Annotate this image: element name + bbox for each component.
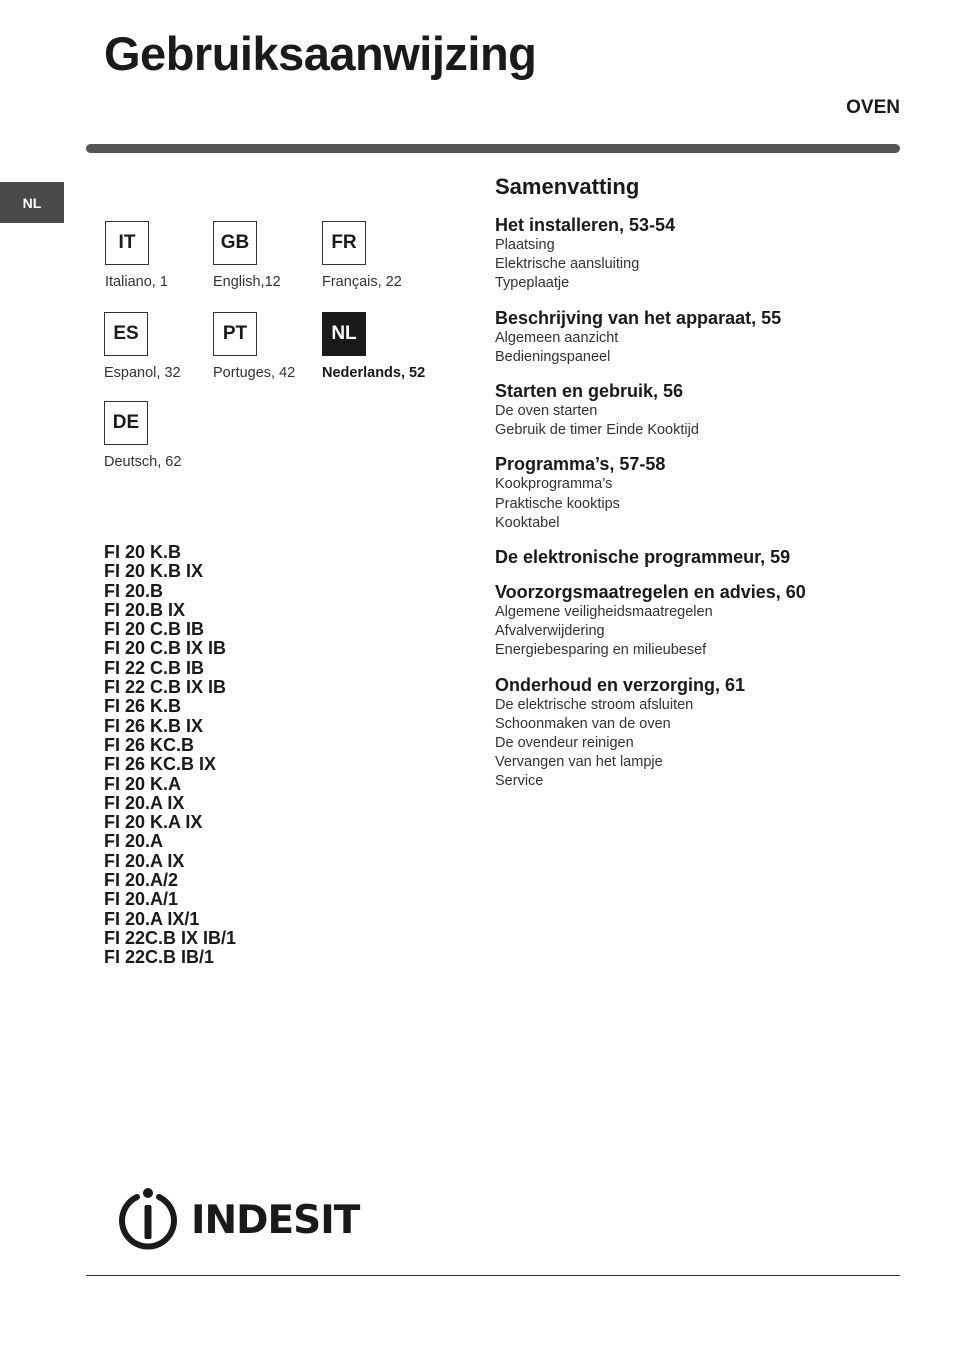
toc-subitem[interactable]: De ovendeur reinigen <box>495 735 634 752</box>
toc-subitem[interactable]: Plaatsing <box>495 237 555 253</box>
model-item: FI 20.A IX <box>104 792 185 813</box>
toc-subitem[interactable]: De oven starten <box>495 403 598 420</box>
language-code-box: PT <box>213 312 257 356</box>
model-item: FI 22C.B IX IB/1 <box>104 927 237 948</box>
toc-subitem[interactable]: Kookprogramma’s <box>495 476 613 493</box>
toc-subitem[interactable]: Elektrische aansluiting <box>495 256 640 273</box>
toc-heading[interactable]: Onderhoud en verzorging, 61 <box>495 674 746 695</box>
table-of-contents <box>495 174 915 805</box>
toc-subitem[interactable]: Praktische kooktips <box>495 495 620 512</box>
model-item: FI 22 C.B IX IB <box>104 677 227 698</box>
language-label: Portuges, 42 <box>213 365 296 381</box>
indesit-logo-mark-icon <box>117 1187 179 1251</box>
toc-section-voorzorg <box>495 581 915 661</box>
bottom-divider <box>86 1275 900 1276</box>
toc-section-installeren <box>495 214 915 294</box>
language-label: Deutsch, 62 <box>104 454 182 470</box>
language-side-tab: NL <box>0 182 64 223</box>
toc-subitem[interactable]: Schoonmaken van de oven <box>495 715 671 732</box>
toc-subitem[interactable]: Vervangen van het lampje <box>495 754 663 771</box>
model-item: FI 20.B IX <box>104 599 186 620</box>
language-item-de[interactable] <box>104 401 181 470</box>
language-item-es[interactable] <box>104 312 181 381</box>
indesit-logo-wordmark: INDESIT <box>191 1197 360 1243</box>
toc-section-starten <box>495 380 915 440</box>
model-item: FI 20 K.A IX <box>104 812 203 833</box>
toc-heading[interactable]: Starten en gebruik, 56 <box>495 381 684 402</box>
toc-heading[interactable]: Het installeren, 53-54 <box>495 215 676 235</box>
toc-subitem[interactable]: Bedieningspaneel <box>495 348 611 365</box>
language-label: Italiano, 1 <box>105 274 168 290</box>
toc-section-programmeur <box>495 546 915 568</box>
language-item-nl[interactable] <box>322 312 425 381</box>
model-item: FI 26 KC.B <box>104 734 195 755</box>
model-item: FI 20.B <box>104 580 164 601</box>
language-code-box-active: NL <box>322 312 366 356</box>
model-item: FI 22C.B IB/1 <box>104 947 215 968</box>
toc-section-programmas <box>495 453 915 533</box>
model-item: FI 20.A <box>104 831 164 852</box>
language-code-box: ES <box>104 312 148 356</box>
toc-subitem[interactable]: Afvalverwijdering <box>495 623 605 640</box>
model-item: FI 26 K.B IX <box>104 715 204 736</box>
toc-subitem[interactable]: De elektrische stroom afsluiten <box>495 696 694 713</box>
model-item: FI 20 K.B <box>104 542 182 562</box>
model-item: FI 20.A/1 <box>104 889 179 910</box>
toc-subitem[interactable]: Gebruik de timer Einde Kooktijd <box>495 422 699 439</box>
language-item-fr[interactable] <box>322 221 402 290</box>
toc-heading[interactable]: Voorzorgsmaatregelen en advies, 60 <box>495 582 806 603</box>
model-item: FI 22 C.B IB <box>104 657 205 678</box>
language-label: Espanol, 32 <box>104 365 181 381</box>
model-item: FI 26 KC.B IX <box>104 754 217 775</box>
top-divider <box>86 144 900 153</box>
product-type: OVEN <box>846 97 900 118</box>
model-item: FI 20 K.A <box>104 773 182 794</box>
toc-section-onderhoud <box>495 674 915 792</box>
toc-subitem[interactable]: Service <box>495 773 544 790</box>
page-title: Gebruiksaanwijzing <box>104 27 537 80</box>
model-item: FI 20 K.B IX <box>104 561 204 582</box>
model-item: FI 20.A/2 <box>104 870 179 891</box>
toc-heading[interactable]: Programma’s, 57-58 <box>495 454 666 475</box>
model-item: FI 20.A IX <box>104 850 185 871</box>
language-label: English,12 <box>213 274 281 290</box>
toc-subitem[interactable]: Typeplaatje <box>495 275 570 292</box>
language-label-active: Nederlands, 52 <box>322 365 426 381</box>
toc-section-beschrijving <box>495 307 915 367</box>
language-item-pt[interactable] <box>213 312 295 381</box>
toc-subitem[interactable]: Kooktabel <box>495 514 560 531</box>
language-code-box: DE <box>104 401 148 445</box>
model-item: FI 20.A IX/1 <box>104 908 200 929</box>
model-item: FI 20 C.B IX IB <box>104 638 227 659</box>
language-code-box: FR <box>322 221 366 265</box>
language-label: Français, 22 <box>322 274 402 290</box>
toc-subitem[interactable]: Algemene veiligheidsmaatregelen <box>495 604 713 621</box>
toc-title: Samenvatting <box>495 174 640 199</box>
language-item-it[interactable] <box>105 221 168 290</box>
model-item: FI 26 K.B <box>104 696 182 717</box>
language-code-box: GB <box>213 221 257 265</box>
indesit-logo <box>117 1187 359 1251</box>
toc-heading[interactable]: Beschrijving van het apparaat, 55 <box>495 307 782 328</box>
toc-subitem[interactable]: Algemeen aanzicht <box>495 329 619 346</box>
toc-heading[interactable]: De elektronische programmeur, 59 <box>495 547 791 568</box>
toc-subitem[interactable]: Energiebesparing en milieubesef <box>495 642 707 659</box>
model-list <box>104 543 236 968</box>
language-item-gb[interactable] <box>213 221 281 290</box>
language-code-box: IT <box>105 221 149 265</box>
model-item: FI 20 C.B IB <box>104 619 205 640</box>
